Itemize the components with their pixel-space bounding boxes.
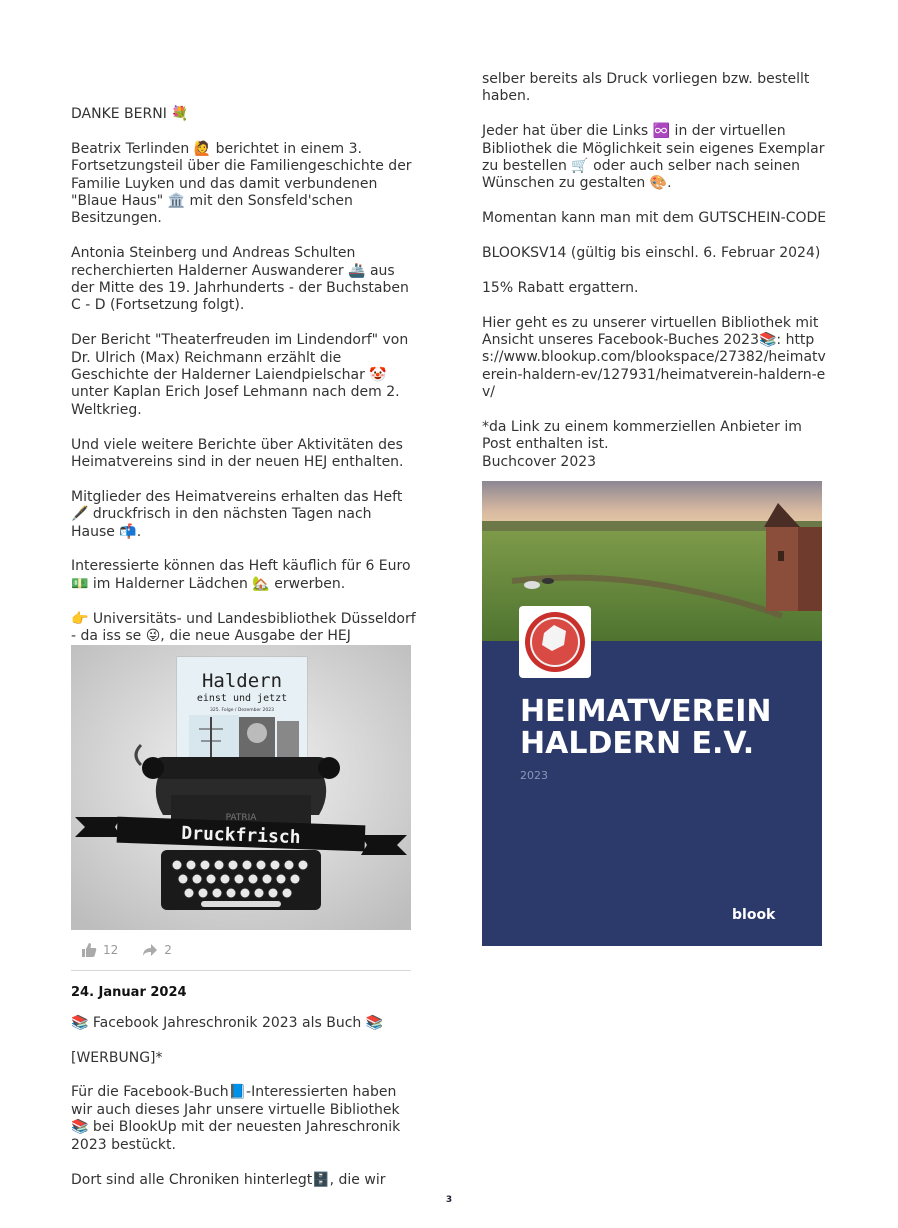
typewriter-brand: PATRIA [225, 813, 257, 824]
post-text-thanks: DANKE BERNI 💐 [71, 106, 189, 122]
post-text-kaufen: Interessierte können das Heft käuflich für 6 Euro 💵 im Halderner Lädchen 🏡 erwerben. [71, 558, 411, 592]
post-text-berichte: Und viele weitere Berichte über Aktivitäten des Heimatvereins sind in der neuen HEJ enthalten. [71, 436, 404, 471]
book-year: 2023 [520, 769, 548, 783]
right-column [482, 71, 827, 946]
share-button[interactable] [142, 942, 172, 959]
post-text-werbung: [WERBUNG]* [71, 1049, 163, 1066]
like-button[interactable] [81, 942, 118, 959]
post-text-gutschein: Momentan kann man mit dem GUTSCHEIN-CODE [482, 210, 827, 227]
book-title-line1: HEIMATVEREIN [520, 694, 772, 730]
post-text-chroniken: Dort sind alle Chroniken hinterlegt🗄️, die wir [71, 1171, 386, 1188]
post-text-facebook-buch: Für die Facebook-Buch📘-Interessierten haben wir auch dieses Jahr unsere virtuelle Bibliothek 📚 bei BlookUp mit der neuesten Jahreschronik 2023 bestückt. [71, 1084, 401, 1153]
share-icon [142, 942, 158, 958]
post-text-auswanderer: Antonia Steinberg und Andreas Schulten recherchierten Halderner Auswanderer 🚢 aus der Mitte des 19. Jahrhunderts - der Buchstaben C - D (Fortsetzung folgt). [71, 245, 409, 314]
post-text-code: BLOOKSV14 (gültig bis einschl. 6. Februar 2024) [482, 245, 821, 262]
post-date: 24. Januar 2024 [71, 985, 187, 1001]
left-column [71, 106, 416, 1189]
cover-small-text: 325. Folge / Dezember 2023 [210, 708, 274, 714]
typewriter-illustration [71, 645, 411, 930]
publisher-logo: blook [732, 907, 776, 924]
book-cover-image[interactable] [482, 481, 822, 946]
like-count: 12 [103, 942, 119, 957]
typewriter-image[interactable] [71, 645, 411, 930]
share-count: 2 [164, 942, 172, 957]
post-text-hinweis: *da Link zu einem kommerziellen Anbieter im Post enthalten ist. [482, 419, 802, 453]
book-cover-illustration [482, 481, 822, 946]
post-text-bibliothek: 👉 Universitäts- und Landesbibliothek Düsseldorf - da iss se 😜, die neue Ausgabe der HEJ [71, 610, 416, 645]
thumbs-up-icon [81, 942, 97, 958]
post-title-chronik: 📚 Facebook Jahreschronik 2023 als Buch 📚 [71, 1014, 384, 1031]
cover-title: Haldern [201, 670, 283, 693]
page-number: 3 [445, 1195, 453, 1205]
post-text-mitglieder: Mitglieder des Heimatvereins erhalten das Heft 🖋️ druckfrisch in den nächsten Tagen nach Hause 📬. [71, 488, 403, 540]
post-text-link[interactable]: Hier geht es zu unserer virtuellen Bibliothek mit Ansicht unseres Facebook-Buches 2023📚: https://www.blookup.com/blookspace/27382/heimatverein-haldern-ev/127931/heimatverein-haldern-ev/ [482, 314, 826, 401]
post-text-druck: selber bereits als Druck vorliegen bzw. bestellt haben. [482, 71, 810, 105]
post-text-theater: Der Bericht "Theaterfreuden im Lindendorf" von Dr. Ulrich (Max) Reichmann erzählt die Geschichte der Halderner Laiendpielschar 🤡 unter Kaplan Erich Josef Lehmann nach dem 2. Weltkrieg. [71, 332, 409, 418]
banner-text: Druckfrisch [181, 823, 301, 849]
post-text-links: Jeder hat über die Links ♾️ in der virtuellen Bibliothek die Möglichkeit sein eigenes Exemplar zu bestellen 🛒 oder auch selber nach seinen Wünschen zu gestalten 🎨. [482, 123, 825, 192]
book-title-line2: HALDERN E.V. [520, 726, 755, 762]
book-cover-caption: Buchcover 2023 [482, 453, 597, 470]
cover-subtitle: einst und jetzt [196, 693, 288, 705]
reactions-bar [71, 930, 411, 971]
post-text-rabatt: 15% Rabatt ergattern. [482, 279, 639, 296]
post-text-terlinden: Beatrix Terlinden 🙋 berichtet in einem 3. Fortsetzungsteil über die Familiengeschichte der Familie Luyken und das damit verbundenen "Blaue Haus" 🏛️ mit den Sonsfeld'schen Besitzungen. [71, 140, 412, 227]
